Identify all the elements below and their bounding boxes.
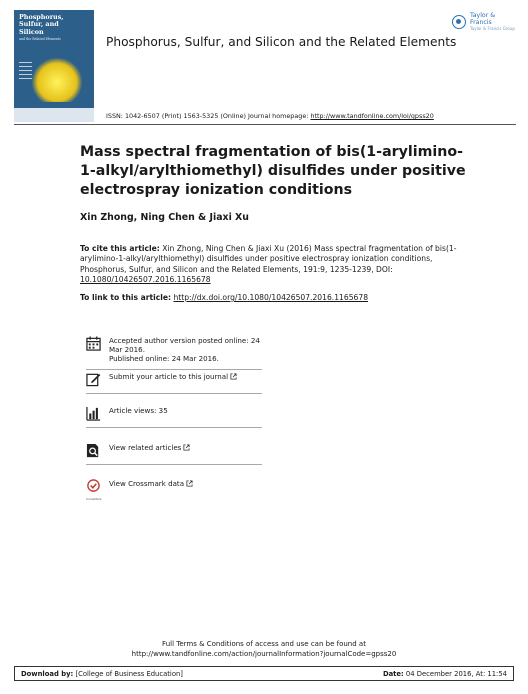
- publisher-logo[interactable]: [452, 13, 518, 31]
- cover-subtitle: and the Related Elements: [19, 37, 61, 42]
- download-date: [383, 670, 507, 678]
- citation-doi-link[interactable]: 10.1080/10426507.2016.1165678: [80, 275, 211, 285]
- external-link-icon: [230, 373, 237, 380]
- submit-article-text: Submit your article to this journal: [109, 372, 229, 381]
- download-by-value: [College of Business Education]: [75, 669, 183, 678]
- cover-title-line-2: Sulfur, and: [19, 20, 59, 29]
- accepted-date: Accepted author version posted online: 24 Mar 2016.: [109, 336, 260, 354]
- download-by-label: Download by:: [21, 669, 74, 678]
- crossmark-logo: [86, 479, 101, 501]
- issn-text: ISSN: 1042-6507 (Print) 1563-5325 (Online) Journal homepage:: [106, 112, 309, 120]
- taylor-francis-logo-icon: [452, 15, 466, 29]
- header-divider: [14, 124, 516, 125]
- calendar-icon: [86, 336, 101, 351]
- crossmark-text: View Crossmark data: [109, 479, 185, 488]
- submit-article-link[interactable]: [109, 372, 237, 381]
- download-date-value: 04 December 2016, At: 11:54: [405, 669, 507, 678]
- related-articles-text: View related articles: [109, 443, 182, 452]
- cover-bottom-band: [14, 108, 94, 122]
- download-by: [21, 670, 183, 678]
- publisher-name: [470, 13, 518, 31]
- bar-chart-icon: [86, 406, 101, 421]
- article-doi-url-link[interactable]: http://dx.doi.org/10.1080/10426507.2016.1165678: [173, 293, 369, 302]
- issn-line: [106, 112, 434, 120]
- article-views: Article views: 35: [109, 406, 168, 415]
- crossmark-icon: [86, 479, 101, 494]
- article-title: Mass spectral fragmentation of bis(1-arylimino-1-alkyl/arylthiomethyl) disulfides under positive electrospray ionization conditions: [80, 144, 466, 198]
- cover-text-lines: [19, 62, 33, 82]
- citation-label: To cite this article:: [80, 244, 160, 253]
- publication-dates: [109, 336, 262, 363]
- related-articles-search-icon: [86, 443, 101, 458]
- edit-icon: [86, 372, 101, 387]
- terms-url[interactable]: http://www.tandfonline.com/action/journalInformation?journalCode=gpss20: [131, 649, 397, 658]
- cover-title-line-1: Phosphorus,: [19, 13, 64, 21]
- external-link-icon: [183, 444, 190, 451]
- crossmark-icon-label: CrossMark: [86, 497, 102, 501]
- terms-line: Full Terms & Conditions of access and use can be found at: [162, 640, 366, 648]
- cover-crystal-image: [32, 58, 82, 102]
- cover-title-line-3: Silicon: [19, 27, 44, 36]
- download-info-bar: [14, 666, 514, 681]
- terms-note: [0, 640, 528, 659]
- journal-homepage-link[interactable]: http://www.tandfonline.com/loi/gpss20: [310, 112, 434, 120]
- journal-name: Phosphorus, Sulfur, and Silicon and the Related Elements: [106, 35, 457, 49]
- cover-title: [19, 14, 91, 42]
- related-articles-link[interactable]: [109, 443, 190, 452]
- crossmark-link[interactable]: [109, 479, 193, 488]
- published-date: Published online: 24 Mar 2016.: [109, 354, 219, 363]
- publisher-tagline: Taylor & Francis Group: [470, 25, 515, 31]
- article-link-line: [80, 293, 368, 302]
- journal-cover-image: [14, 10, 94, 122]
- citation-block: [80, 244, 466, 286]
- download-date-label: Date:: [382, 669, 404, 678]
- submit-article-row[interactable]: [86, 372, 262, 387]
- related-articles-row[interactable]: [86, 443, 262, 458]
- citation-text: Xin Zhong, Ning Chen & Jiaxi Xu (2016) Mass spectral fragmentation of bis(1-arylimino-1-alkyl/arylthiomethyl) disulfides under positive electrospray ionization conditions, Phosphorus, Sulfur, and Silicon and the Related Elements, 191:9, 1235-1239, DOI:: [80, 244, 457, 274]
- publication-dates-row: [86, 336, 262, 363]
- crossmark-row[interactable]: [86, 479, 262, 501]
- publisher-name-text: Taylor & Francis: [470, 12, 496, 26]
- link-label: To link to this article:: [80, 293, 172, 302]
- article-authors: Xin Zhong, Ning Chen & Jiaxi Xu: [80, 212, 249, 223]
- external-link-icon: [186, 480, 193, 487]
- article-views-row: [86, 406, 262, 421]
